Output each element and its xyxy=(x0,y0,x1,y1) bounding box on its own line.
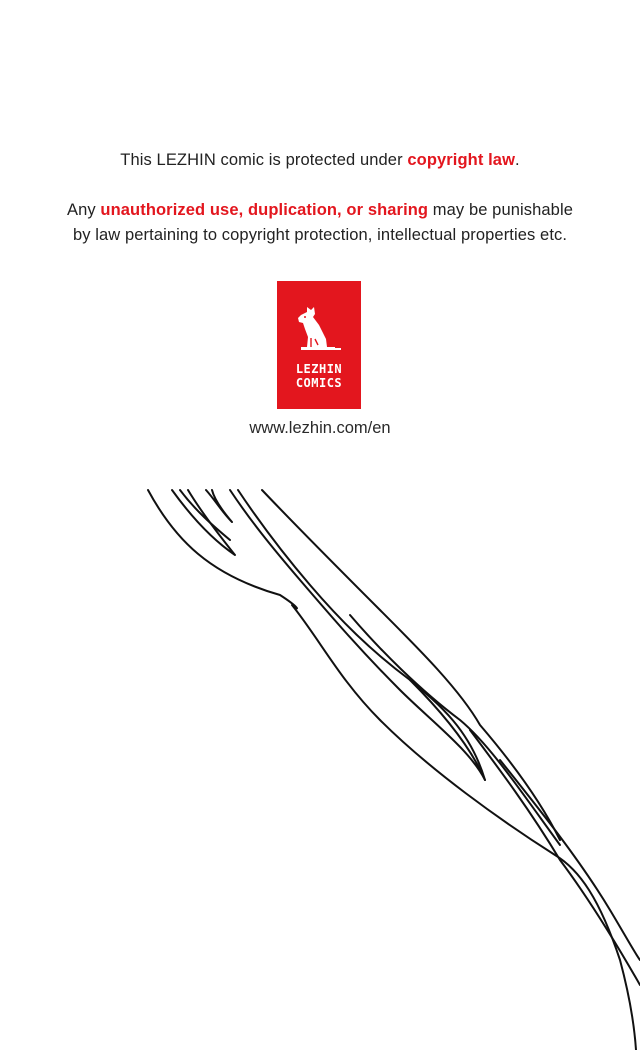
notice-text: . xyxy=(515,151,520,169)
logo-word-lezhin: LEZHIN xyxy=(295,362,343,376)
warning-line-continued: by law pertaining to copyright protection, intellectual properties etc. xyxy=(72,226,568,244)
unauthorized-use-highlight: unauthorized use, duplication, or sharing xyxy=(100,201,429,219)
logo-word-comics: COMICS xyxy=(295,376,343,390)
notice-text: may be punishable xyxy=(428,201,574,219)
copyright-law-highlight: copyright law xyxy=(407,151,516,169)
notice-text: Any xyxy=(66,201,101,219)
notice-text: This LEZHIN comic is protected under xyxy=(120,151,408,169)
website-url: www.lezhin.com/en xyxy=(249,419,391,437)
